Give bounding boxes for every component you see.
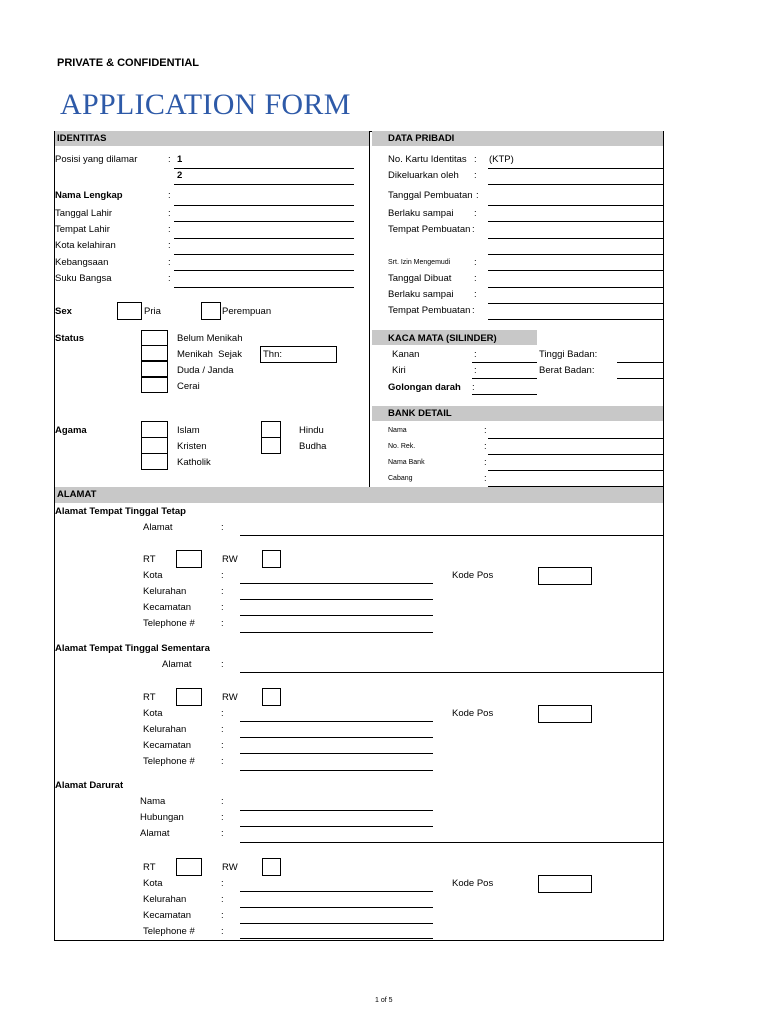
kiri-label: Kiri: [392, 365, 406, 376]
colon: :: [221, 740, 224, 751]
sementara-kodepos-label: Kode Pos: [452, 708, 494, 719]
colon: :: [474, 208, 477, 219]
tempat-lahir-line[interactable]: [174, 238, 354, 239]
sementara-kelurahan-line[interactable]: [240, 737, 433, 738]
colon: :: [221, 812, 224, 823]
darurat-kota-line[interactable]: [240, 891, 433, 892]
confidential-label: PRIVATE & CONFIDENTIAL: [57, 57, 199, 69]
colon: :: [474, 257, 477, 268]
tetap-telephone-label: Telephone #: [143, 618, 195, 629]
darurat-hubungan-label: Hubungan: [140, 812, 184, 823]
sementara-telephone-line[interactable]: [240, 770, 433, 771]
tetap-kelurahan-line[interactable]: [240, 599, 433, 600]
colon: :: [221, 878, 224, 889]
sex-pria-checkbox[interactable]: [117, 302, 142, 320]
bank-namabank-label: Nama Bank: [388, 459, 425, 466]
form-title: APPLICATION FORM: [60, 88, 351, 121]
colon: :: [221, 926, 224, 937]
agama-katholik-label: Katholik: [177, 457, 211, 468]
sementara-rt-input[interactable]: [176, 688, 202, 706]
tetap-rt-input[interactable]: [176, 550, 202, 568]
agama-islam-label: Islam: [177, 425, 200, 436]
sex-label: Sex: [55, 306, 72, 317]
colon: :: [484, 425, 487, 436]
colon: :: [168, 240, 171, 251]
darurat-rt-input[interactable]: [176, 858, 202, 876]
colon: :: [221, 756, 224, 767]
berlaku2-label: Berlaku sampai: [388, 289, 454, 300]
bank-heading: BANK DETAIL: [388, 408, 452, 419]
tetap-kodepos-label: Kode Pos: [452, 570, 494, 581]
bank-cabang-label: Cabang: [388, 475, 413, 482]
darurat-nama-label: Nama: [140, 796, 166, 807]
status-belum-checkbox[interactable]: [141, 330, 168, 346]
sementara-kecamatan-label: Kecamatan: [143, 740, 192, 751]
dikeluarkan-label: Dikeluarkan oleh: [388, 170, 459, 181]
bank-nama-line[interactable]: [488, 438, 663, 439]
colon: :: [474, 154, 477, 165]
darurat-kelurahan-line[interactable]: [240, 907, 433, 908]
colon: :: [474, 349, 477, 360]
posisi-label: Posisi yang dilamar: [55, 154, 138, 165]
sementara-kodepos-input[interactable]: [538, 705, 592, 723]
tetap-kodepos-input[interactable]: [538, 567, 592, 585]
sementara-kecamatan-line[interactable]: [240, 753, 433, 754]
column-divider: [369, 131, 370, 487]
darurat-heading: Alamat Darurat: [55, 780, 124, 791]
sementara-alamat-line[interactable]: [240, 672, 663, 673]
colon: :: [474, 170, 477, 181]
bank-norek-line[interactable]: [488, 454, 663, 455]
darurat-kecamatan-label: Kecamatan: [143, 910, 192, 921]
suku-line[interactable]: [174, 287, 354, 288]
tetap-rw-input[interactable]: [262, 550, 281, 568]
sex-pria-label: Pria: [144, 306, 161, 317]
colon: :: [221, 586, 224, 597]
darurat-hubungan-line[interactable]: [240, 826, 433, 827]
tempat-pembuatan2-line[interactable]: [488, 319, 663, 320]
kanan-line[interactable]: [472, 362, 537, 363]
agama-kristen-checkbox[interactable]: [141, 437, 168, 454]
colon: :: [484, 473, 487, 484]
ktp-line[interactable]: [488, 168, 663, 169]
colon: :: [221, 659, 224, 670]
tanggal-lahir-label: Tanggal Lahir: [55, 208, 113, 219]
darurat-rt-label: RT: [143, 862, 156, 873]
sementara-alamat-label: Alamat: [162, 659, 192, 670]
posisi-value-2: 2: [177, 170, 183, 181]
dikeluarkan-line[interactable]: [488, 184, 663, 185]
page-number: 1 of 5: [375, 997, 393, 1004]
colon: :: [221, 828, 224, 839]
thn-label: Thn:: [263, 349, 283, 360]
tanggal-dibuat-line[interactable]: [488, 287, 663, 288]
berat-line[interactable]: [617, 378, 663, 379]
darurat-kodepos-input[interactable]: [538, 875, 592, 893]
colon: :: [221, 708, 224, 719]
colon: :: [168, 224, 171, 235]
sim-label: Srt. Izin Mengemudi: [388, 259, 451, 266]
colon: :: [221, 570, 224, 581]
posisi-line-2[interactable]: [174, 184, 354, 185]
status-label: Status: [55, 333, 85, 344]
colon: :: [168, 208, 171, 219]
kebangsaan-line[interactable]: [174, 270, 354, 271]
tinggi-line[interactable]: [617, 362, 663, 363]
tetap-rt-label: RT: [143, 554, 156, 565]
colon: :: [484, 441, 487, 452]
nama-line[interactable]: [174, 205, 354, 206]
agama-hindu-label: Hindu: [299, 425, 324, 436]
sim-line[interactable]: [488, 270, 663, 271]
colon: :: [221, 724, 224, 735]
colon: :: [221, 618, 224, 629]
colon: :: [474, 365, 477, 376]
kanan-label: Kanan: [392, 349, 420, 360]
tetap-kota-line[interactable]: [240, 583, 433, 584]
status-belum-label: Belum Menikah: [177, 333, 243, 344]
posisi-value-1: 1: [177, 154, 183, 165]
tetap-alamat-line[interactable]: [240, 535, 663, 536]
tetap-kelurahan-label: Kelurahan: [143, 586, 187, 597]
agama-katholik-checkbox[interactable]: [141, 453, 168, 470]
darurat-rw-input[interactable]: [262, 858, 281, 876]
bank-nama-label: Nama: [388, 427, 407, 434]
tetap-heading: Alamat Tempat Tinggal Tetap: [55, 506, 186, 517]
tetap-kecamatan-line[interactable]: [240, 615, 433, 616]
status-cerai-label: Cerai: [177, 381, 200, 392]
kota-kelahiran-line[interactable]: [174, 254, 354, 255]
tanggal-pembuatan-line[interactable]: [488, 205, 663, 206]
extra-line[interactable]: [488, 254, 663, 255]
colon: :: [474, 289, 477, 300]
colon: :: [168, 273, 171, 284]
suku-label: Suku Bangsa: [55, 273, 112, 284]
posisi-line-1[interactable]: [174, 168, 354, 169]
kota-kelahiran-label: Kota kelahiran: [55, 240, 116, 251]
berlaku-label: Berlaku sampai: [388, 208, 454, 219]
tanggal-lahir-line[interactable]: [174, 221, 354, 222]
sex-perempuan-label: Perempuan: [222, 306, 272, 317]
colon: :: [221, 522, 224, 533]
sementara-rw-input[interactable]: [262, 688, 281, 706]
tanggal-pembuatan-label: Tanggal Pembuatan: [388, 190, 473, 201]
status-duda-checkbox[interactable]: [141, 361, 168, 377]
colon: :: [472, 224, 475, 235]
darurat-nama-line[interactable]: [240, 810, 433, 811]
tempat-pembuatan2-label: Tempat Pembuatan: [388, 305, 471, 316]
darurat-alamat-label: Alamat: [140, 828, 170, 839]
sementara-rw-label: RW: [222, 692, 238, 703]
darurat-kodepos-label: Kode Pos: [452, 878, 494, 889]
darurat-alamat-line[interactable]: [240, 842, 663, 843]
kebangsaan-label: Kebangsaan: [55, 257, 109, 268]
colon: :: [476, 190, 479, 201]
sementara-telephone-label: Telephone #: [143, 756, 195, 767]
colon: :: [474, 273, 477, 284]
agama-kristen-label: Kristen: [177, 441, 207, 452]
berlaku2-line[interactable]: [488, 303, 663, 304]
golongan-line[interactable]: [472, 394, 537, 395]
tetap-alamat-label: Alamat: [143, 522, 173, 533]
bank-namabank-line[interactable]: [488, 470, 663, 471]
agama-islam-checkbox[interactable]: [141, 421, 168, 438]
colon: :: [472, 305, 475, 316]
darurat-kota-label: Kota: [143, 878, 163, 889]
sementara-kelurahan-label: Kelurahan: [143, 724, 187, 735]
tinggi-label: Tinggi Badan:: [539, 349, 598, 360]
colon: :: [168, 154, 171, 165]
status-menikah-checkbox[interactable]: [141, 345, 168, 361]
identitas-heading: IDENTITAS: [57, 133, 107, 144]
alamat-heading: ALAMAT: [57, 489, 97, 500]
sementara-rt-label: RT: [143, 692, 156, 703]
colon: :: [472, 382, 475, 393]
golongan-label: Golongan darah: [388, 382, 461, 393]
sementara-heading: Alamat Tempat Tinggal Sementara: [55, 643, 210, 654]
tempat-pembuatan-label: Tempat Pembuatan: [388, 224, 471, 235]
colon: :: [221, 796, 224, 807]
tanggal-dibuat-label: Tanggal Dibuat: [388, 273, 452, 284]
berlaku-line[interactable]: [488, 221, 663, 222]
sementara-kota-label: Kota: [143, 708, 163, 719]
darurat-telephone-label: Telephone #: [143, 926, 195, 937]
darurat-rw-label: RW: [222, 862, 238, 873]
colon: :: [221, 894, 224, 905]
colon: :: [484, 457, 487, 468]
sex-perempuan-checkbox[interactable]: [201, 302, 221, 320]
colon: :: [168, 190, 171, 201]
kiri-line[interactable]: [472, 378, 537, 379]
ktp-value: (KTP): [489, 154, 514, 165]
darurat-kecamatan-line[interactable]: [240, 923, 433, 924]
alamat-band: [55, 487, 663, 503]
agama-budha-checkbox[interactable]: [261, 437, 281, 454]
tetap-kota-label: Kota: [143, 570, 163, 581]
darurat-telephone-line[interactable]: [240, 938, 433, 939]
kaca-mata-heading: KACA MATA (SILINDER): [388, 333, 497, 344]
data-pribadi-heading: DATA PRIBADI: [388, 133, 455, 144]
sementara-kota-line[interactable]: [240, 721, 433, 722]
bank-norek-label: No. Rek.: [388, 443, 416, 450]
tempat-pembuatan-line[interactable]: [488, 238, 663, 239]
status-duda-label: Duda / Janda: [177, 365, 234, 376]
status-menikah-label: Menikah Sejak: [177, 349, 242, 360]
tetap-kecamatan-label: Kecamatan: [143, 602, 192, 613]
tetap-telephone-line[interactable]: [240, 632, 433, 633]
tetap-rw-label: RW: [222, 554, 238, 565]
status-cerai-checkbox[interactable]: [141, 377, 168, 393]
tempat-lahir-label: Tempat Lahir: [55, 224, 110, 235]
ktp-label: No. Kartu Identitas: [388, 154, 467, 165]
agama-hindu-checkbox[interactable]: [261, 421, 281, 438]
colon: :: [221, 910, 224, 921]
nama-label: Nama Lengkap: [55, 190, 123, 201]
darurat-kelurahan-label: Kelurahan: [143, 894, 187, 905]
colon: :: [168, 257, 171, 268]
berat-label: Berat Badan:: [539, 365, 595, 376]
colon: :: [221, 602, 224, 613]
agama-label: Agama: [55, 425, 87, 436]
agama-budha-label: Budha: [299, 441, 327, 452]
